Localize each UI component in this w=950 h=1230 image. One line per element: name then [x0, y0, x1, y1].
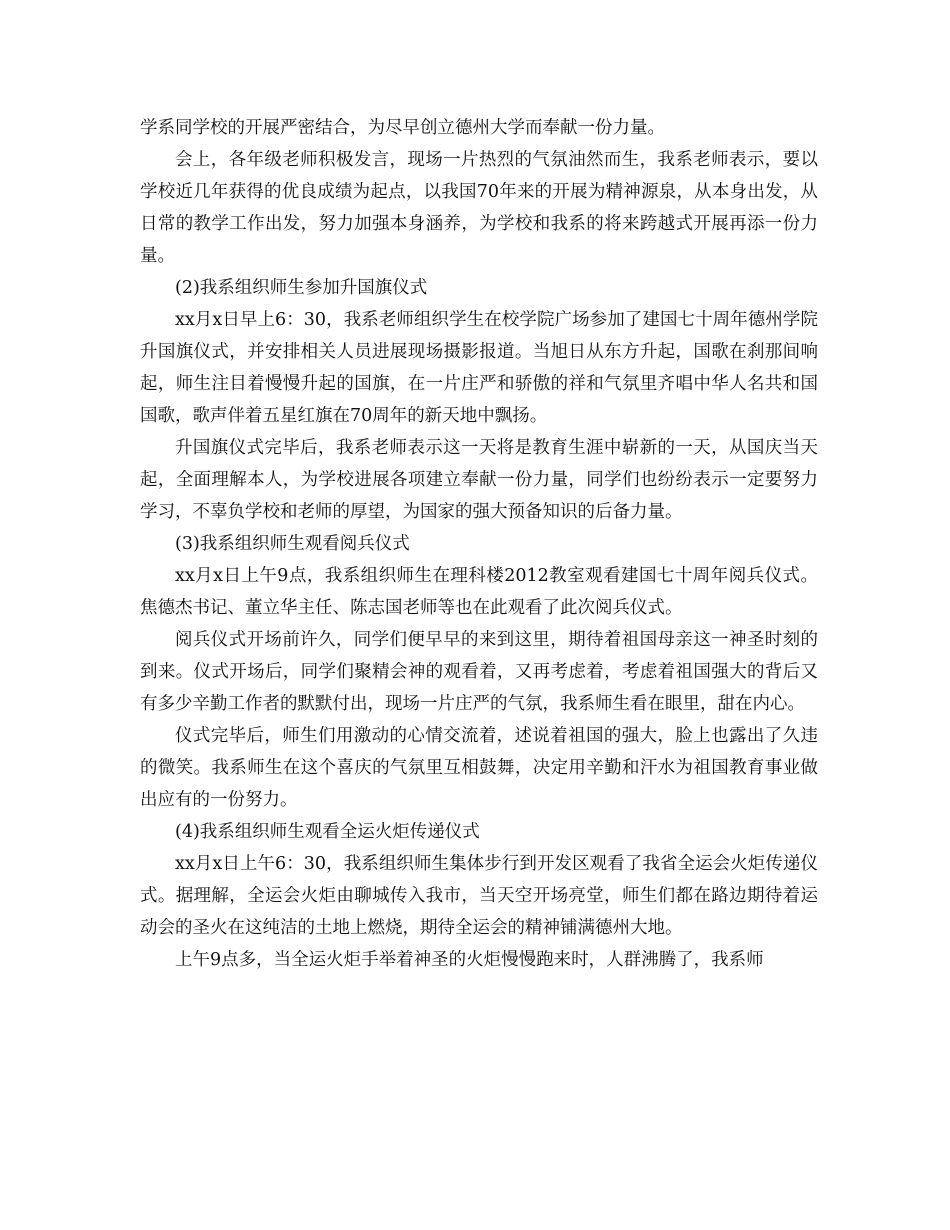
paragraph-after-flag-raising: 升国旗仪式完毕后，我系老师表示这一天将是教育生涯中崭新的一天，从国庆当天起，全面理解本人，为学校进展各项建立奉献一份力量，同学们也纷纷表示一定要努力学习，不辜负学校和老师的厚望，为国家的强大预备知识的后备力量。	[140, 438, 818, 522]
paragraph-flag-raising: xx月x日早上6：30，我系老师组织学生在校学院广场参加了建国七十周年德州学院升国旗仪式，并安排相关人员进展现场摄影报道。当旭日从东方升起，国歌在刹那间响起，师生注目着慢慢升起的国旗，在一片庄严和骄傲的祥和气氛里齐唱中华人名共和国国歌，歌声伴着五星红旗在70周年的新天地中飘扬。	[140, 310, 818, 426]
section-heading-parade: (3)我系组织师生观看阅兵仪式	[175, 534, 410, 554]
paragraph-before-parade: 阅兵仪式开场前许久，同学们便早早的来到这里，期待着祖国母亲这一神圣时刻的到来。仪式开场后，同学们聚精会神的观看着，又再考虑着，考虑着祖国强大的背后又有多少辛勤工作者的默默付出，现场一片庄严的气氛，我系师生看在眼里，甜在内心。	[140, 630, 818, 714]
paragraph-meeting: 会上，各年级老师积极发言，现场一片热烈的气氛油然而生，我系老师表示，要以学校近几年获得的优良成绩为起点，以我国70年来的开展为精神源泉，从本身出发，从日常的教学工作出发，努力加强本身涵养，为学校和我系的将来跨越式开展再添一份力量。	[140, 150, 818, 266]
paragraph-torch-relay: xx月x日上午6：30，我系组织师生集体步行到开发区观看了我省全运会火炬传递仪式。据理解，全运会火炬由聊城传入我市，当天空开场亮堂，师生们都在路边期待着运动会的圣火在这纯洁的土地上燃烧，期待全运会的精神铺满德州大地。	[140, 854, 818, 938]
paragraph-continuation: 学系同学校的开展严密结合，为尽早创立德州大学而奉献一份力量。	[140, 118, 665, 138]
paragraph-after-parade: 仪式完毕后，师生们用激动的心情交流着，述说着祖国的强大，脸上也露出了久违的微笑。我系师生在这个喜庆的气氛里互相鼓舞，决定用辛勤和汗水为祖国教育事业做出应有的一份努力。	[140, 726, 818, 810]
paragraph-torch-arrival: 上午9点多，当全运火炬手举着神圣的火炬慢慢跑来时，人群沸腾了，我系师	[175, 950, 764, 970]
paragraph-parade-viewing: xx月x日上午9点，我系组织师生在理科楼2012教室观看建国七十周年阅兵仪式。焦德杰书记、董立华主任、陈志国老师等也在此观看了此次阅兵仪式。	[140, 566, 818, 618]
body-text	[140, 112, 818, 976]
section-heading-flag-raising: (2)我系组织师生参加升国旗仪式	[175, 278, 428, 298]
section-heading-torch-relay: (4)我系组织师生观看全运火炬传递仪式	[175, 822, 480, 842]
